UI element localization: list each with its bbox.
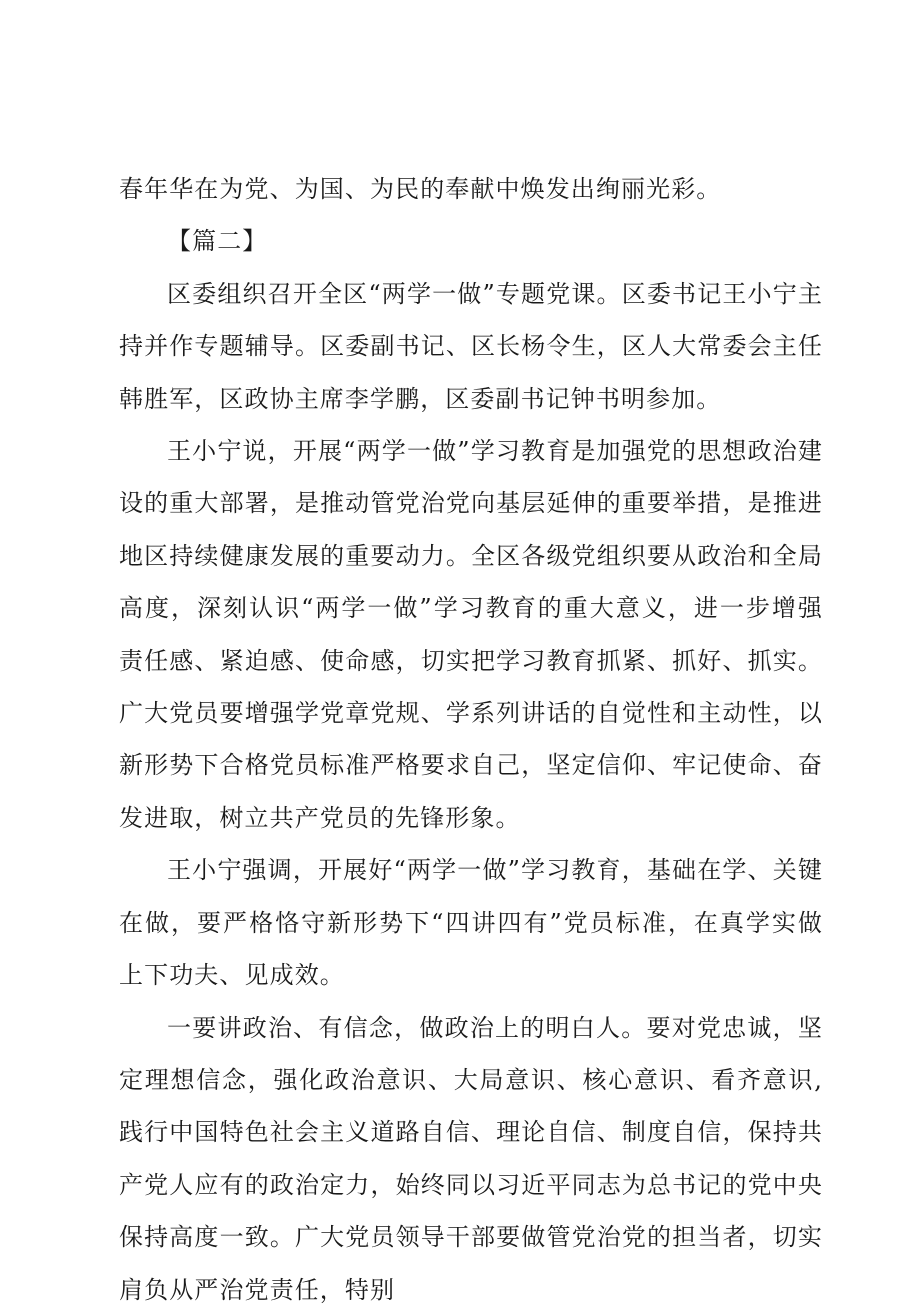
paragraph-first-requirement: 一要讲政治、有信念，做政治上的明白人。要对党忠诚，坚定理想信念，强化政治意识、大局意识、核心意识、看齐意识,践行中国特色社会主义道路自信、理论自信、制度自信，保持共产党人应有的政治定力，始终同以习近平同志为总书记的党中央保持高度一致。广大党员领导干部要做管党治党的担当者，切实肩负从严治党责任，特别	[119, 1013, 823, 1304]
opening-fragment: 春年华在为党、为国、为民的奉献中焕发出绚丽光彩。	[119, 175, 722, 203]
section-heading: 【篇二】	[167, 227, 268, 256]
paragraph-meeting-intro: 区委组织召开全区“两学一做”专题党课。区委书记王小宁主持并作专题辅导。区委副书记、区长杨令生，区人大常委会主任韩胜军，区政协主席李学鹏，区委副书记钟书明参加。	[119, 279, 823, 413]
paragraph-wang-speech: 王小宁说，开展“两学一做”学习教育是加强党的思想政治建设的重大部署，是推动管党治党向基层延伸的重要举措，是推进地区持续健康发展的重要动力。全区各级党组织要从政治和全局高度，深刻认识“两学一做”学习教育的重大意义，进一步增强责任感、紧迫感、使命感，切实把学习教育抓紧、抓好、抓实。广大党员要增强学党章党规、学系列讲话的自觉性和主动性，以新形势下合格党员标准严格要求自己，坚定信仰、牢记使命、奋发进取，树立共产党员的先锋形象。	[119, 437, 823, 832]
paragraph-wang-emphasis: 王小宁强调，开展好“两学一做”学习教育，基础在学、关键在做，要严格恪守新形势下“四讲四有”党员标准，在真学实做上下功夫、见成效。	[119, 856, 823, 990]
document-body	[119, 163, 823, 1316]
